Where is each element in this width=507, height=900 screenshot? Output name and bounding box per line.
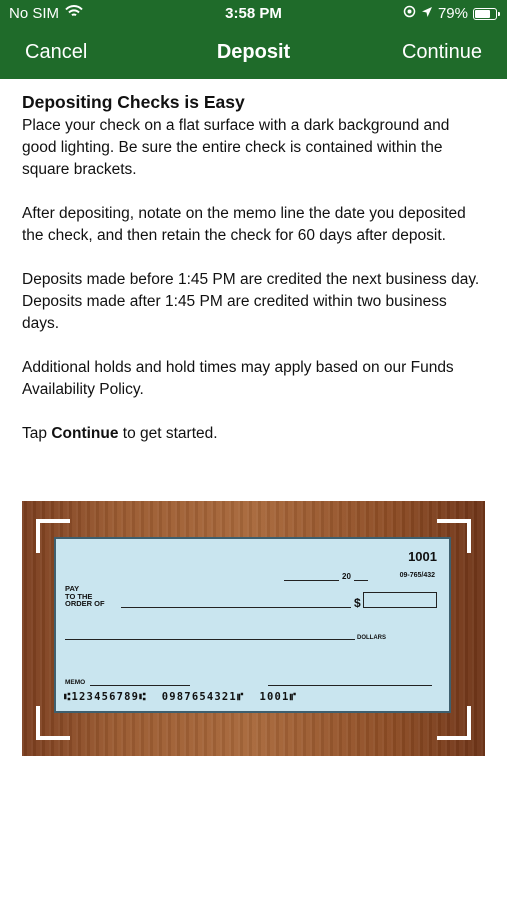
page-title: Deposit [216, 41, 291, 63]
tap-continue-bold: Continue [51, 425, 119, 442]
memo-label: MEMO [65, 679, 86, 686]
tap-prefix: Tap [22, 425, 52, 442]
carrier-label: No SIM [9, 5, 60, 22]
pay-to-label [65, 585, 105, 608]
status-bar [0, 0, 507, 28]
instructions-paragraph-holds: Additional holds and hold times may apply based on our Funds Availability Policy. [22, 359, 454, 398]
instructions-heading: Depositing Checks is Easy [22, 92, 245, 112]
amount-box [363, 592, 437, 608]
dollars-label: DOLLARS [357, 635, 386, 641]
battery-fill [475, 10, 490, 18]
check-number: 1001 [408, 549, 437, 564]
app-header [0, 0, 507, 79]
cancel-button[interactable]: Cancel [25, 41, 88, 63]
payee-line [121, 607, 351, 608]
date-line [284, 580, 339, 581]
written-amount-line [65, 639, 355, 640]
date-prefix: 20 [342, 572, 351, 581]
date-line-year [354, 580, 368, 581]
navigation-bar [0, 32, 507, 74]
instructions-paragraph-tap [22, 423, 487, 445]
battery-icon [473, 8, 497, 20]
location-icon [421, 5, 433, 22]
clock: 3:58 PM [225, 5, 282, 22]
routing-fraction: 09-765/432 [399, 572, 435, 579]
instructions-paragraph-timing: Deposits made before 1:45 PM are credited the next business day. Deposits made after 1:45 PM are credited within two business days. [22, 271, 480, 332]
pay-label-line1: PAY [65, 584, 80, 593]
signature-line [268, 685, 432, 686]
continue-button[interactable]: Continue [401, 41, 482, 63]
memo-line [90, 685, 190, 686]
check-illustration [22, 501, 485, 756]
instructions-paragraph-memo: After depositing, notate on the memo line the date you deposited the check, and then retain the check for 60 days after deposit. [22, 205, 466, 244]
battery-percent: 79% [437, 5, 468, 22]
pay-label-line3: ORDER OF [65, 599, 105, 608]
dollar-sign: $ [354, 596, 361, 610]
pay-label-line2: TO THE [65, 591, 93, 601]
tap-suffix: to get started. [118, 425, 218, 442]
micr-line: ⑆123456789⑆ 0987654321⑈ 1001⑈ [64, 691, 298, 703]
instructions [22, 91, 487, 467]
sample-check [54, 537, 451, 713]
orientation-lock-icon [403, 5, 416, 22]
instructions-paragraph-placement: Place your check on a flat surface with a dark background and good lighting. Be sure the entire check is contained within the square brackets. [22, 117, 450, 178]
